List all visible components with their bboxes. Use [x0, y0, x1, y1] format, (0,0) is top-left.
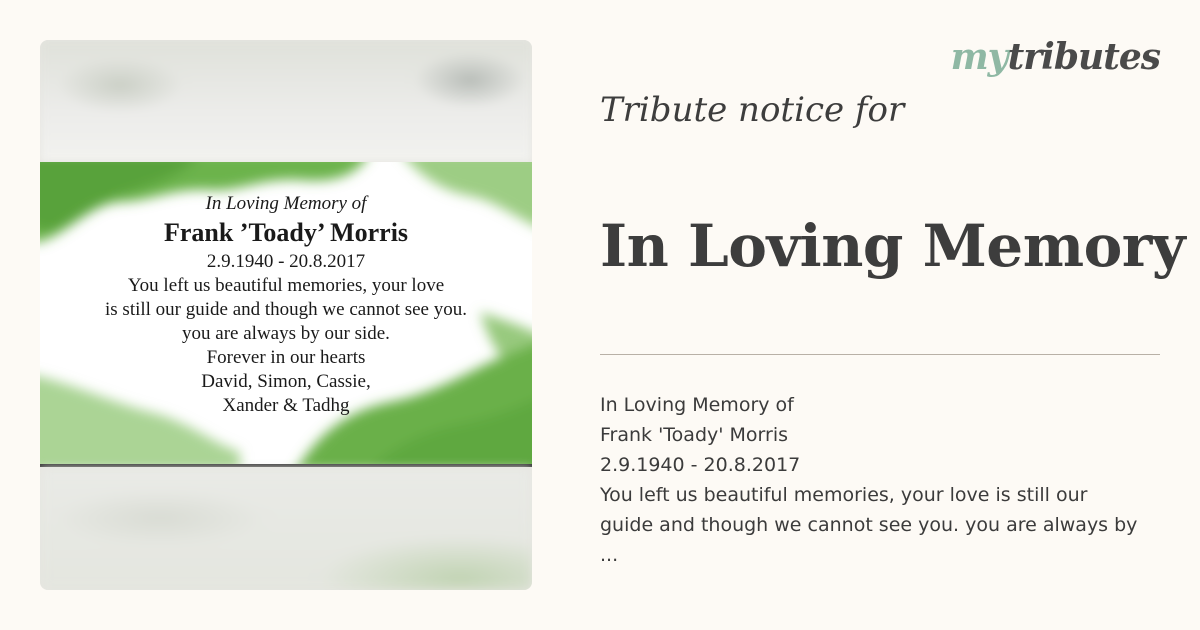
- notice-verse-line: You left us beautiful memories, your love: [127, 275, 445, 296]
- divider: [600, 354, 1160, 355]
- excerpt-line: In Loving Memory of: [600, 394, 794, 416]
- notice-image[interactable]: [40, 40, 532, 590]
- notice-bottom-rule: [40, 464, 532, 467]
- notice-verse-line: is still our guide and though we cannot see you.: [105, 299, 467, 320]
- notice-intro: In Loving Memory of: [205, 193, 367, 214]
- tribute-label: Tribute notice for: [600, 90, 905, 130]
- notice-dates: 2.9.1940 - 20.8.2017: [206, 251, 366, 272]
- notice-excerpt: [600, 390, 1175, 570]
- notice-text: [40, 192, 532, 418]
- notice-verse-line: Xander & Tadhg: [222, 395, 350, 416]
- excerpt-ellipsis: ...: [600, 544, 619, 566]
- notice-verse-line: you are always by our side.: [182, 323, 390, 344]
- notice-panel: [40, 162, 532, 464]
- excerpt-line: Frank 'Toady' Morris: [600, 424, 789, 446]
- excerpt-line: 2.9.1940 - 20.8.2017: [600, 454, 801, 476]
- notice-name: Frank ’Toady’ Morris: [163, 218, 409, 247]
- logo-part-tributes: tributes: [1007, 36, 1160, 78]
- excerpt-line: You left us beautiful memories, your love is still our: [600, 484, 1088, 506]
- mytributes-logo[interactable]: [951, 36, 1160, 78]
- blurred-background-bottom: [40, 468, 532, 590]
- notice-verse-line: Forever in our hearts: [206, 347, 366, 368]
- page-title: In Loving Memory: [600, 212, 1186, 280]
- notice-verse-line: David, Simon, Cassie,: [201, 371, 371, 392]
- excerpt-line: guide and though we cannot see you. you are always by: [600, 514, 1138, 536]
- logo-part-my: my: [950, 36, 1008, 78]
- blurred-background-top: [40, 40, 532, 162]
